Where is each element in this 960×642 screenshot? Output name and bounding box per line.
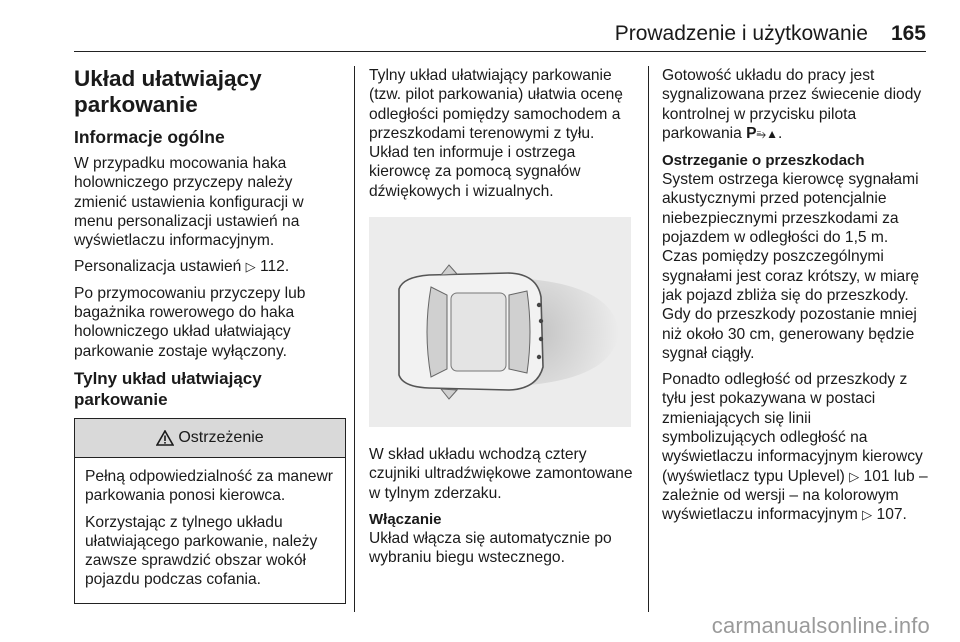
subsection-title-rear: Tylny układ ułatwiający parkowanie — [74, 368, 262, 409]
column-3 — [662, 66, 928, 532]
column-1 — [74, 66, 346, 604]
parking-sensor-illustration — [369, 217, 631, 427]
paragraph-reference — [74, 257, 346, 276]
column-2 — [369, 66, 635, 575]
page-ref-arrow-icon: ▷ — [862, 507, 873, 523]
reference-text: Personalizacja ustawień — [74, 258, 246, 276]
warning-box — [74, 418, 346, 604]
warning-body — [75, 458, 345, 603]
page-ref-arrow-icon: ▷ — [245, 259, 256, 275]
page-ref-arrow-icon: ▷ — [849, 468, 860, 484]
watermark: carmanualsonline.info — [711, 613, 930, 638]
warning-paragraph: Pełną odpowiedzialność za manewr parkowania ponosi kierowca. — [85, 467, 333, 505]
paragraph: W przypadku mocowania haka holowniczego przyczepy należy zmienić ustawienia konfiguracji w menu personalizacji ustawień na wyświetlaczu informacyjnym. — [74, 155, 304, 250]
paragraph: System ostrzega kierowcę sygnałami akustycznymi przed potencjalnie niebezpiecznymi przeszkodami za pojazdem w odległości do 1,5 m. Czas pomiędzy poszczególnymi sygnałami jest coraz krótszy, w miarę jak pojazd zbliża się do przeszkody. Gdy do przeszkody pozostanie mniej niż około 30 cm, generowany będzie sygnał ciągły. — [662, 171, 920, 362]
subsection-title: Informacje ogólne — [74, 127, 225, 147]
paragraph-text: lub – zależnie od wersji – na kolorowym wyświetlaczu informacyjnym — [662, 467, 928, 524]
page-header — [0, 0, 960, 52]
paragraph: W skład układu wchodzą cztery czujniki ultradźwiękowe zamontowane w tylnym zderzaku. — [369, 446, 633, 502]
column-divider — [354, 66, 355, 612]
paragraph-display — [662, 370, 928, 524]
warning-paragraph: Korzystając z tylnego układu ułatwiającego parkowanie, należy zawsze sprawdzić obszar wokół pojazdu podczas cofania. — [85, 513, 318, 589]
paragraph-readiness — [662, 66, 928, 144]
paragraph-text: Gotowość układu do pracy jest sygnalizowana przez świecenie diody kontrolnej w przycisku pilota parkowania — [662, 67, 922, 142]
warning-triangle-icon — [156, 430, 174, 446]
car-top-view-icon — [369, 217, 631, 427]
header-divider — [74, 51, 926, 52]
park-pilot-waves-icon: ⥱▲ — [756, 126, 778, 141]
paragraph: Układ włącza się automatycznie po wybraniu biegu wstecznego. — [369, 529, 612, 567]
header-title: Prowadzenie i użytkowanie — [614, 22, 868, 45]
section-title: Układ ułatwiający parkowanie — [74, 66, 262, 117]
page-reference: 112. — [259, 258, 290, 276]
paragraph-end: . — [777, 124, 783, 142]
warning-header — [75, 419, 345, 458]
subsection-title-enable: Włączanie — [369, 510, 442, 528]
page-number: 165 — [890, 22, 926, 45]
park-pilot-symbol: P — [746, 124, 757, 142]
warning-title: Ostrzeżenie — [178, 429, 264, 447]
paragraph: Po przymocowaniu przyczepy lub bagażnika rowerowego do haka holowniczego układ ułatwiający parkowanie zostaje wyłączony. — [74, 284, 306, 360]
paragraph: Tylny układ ułatwiający parkowanie (tzw. pilot parkowania) ułatwia ocenę odległości pomiędzy samochodem a przeszkodami terenowymi z tyłu. Układ ten informuje i ostrzega kierowcę za pomocą sygnałów dźwiękowych i wizualnych. — [369, 67, 623, 200]
subsection-title-obstacle: Ostrzeganie o przeszkodach — [662, 152, 865, 170]
paragraph-text: Ponadto odległość od przeszkody z tyłu jest pokazywana w postaci zmieniających się linii symbolizujących odległość na wyświetlaczu informacyjnym kierowcy (wyświetlacz typu Uplevel) — [662, 371, 923, 485]
column-divider — [648, 66, 649, 612]
page-reference: 107. — [876, 506, 907, 524]
page-reference: 101 — [863, 467, 890, 485]
